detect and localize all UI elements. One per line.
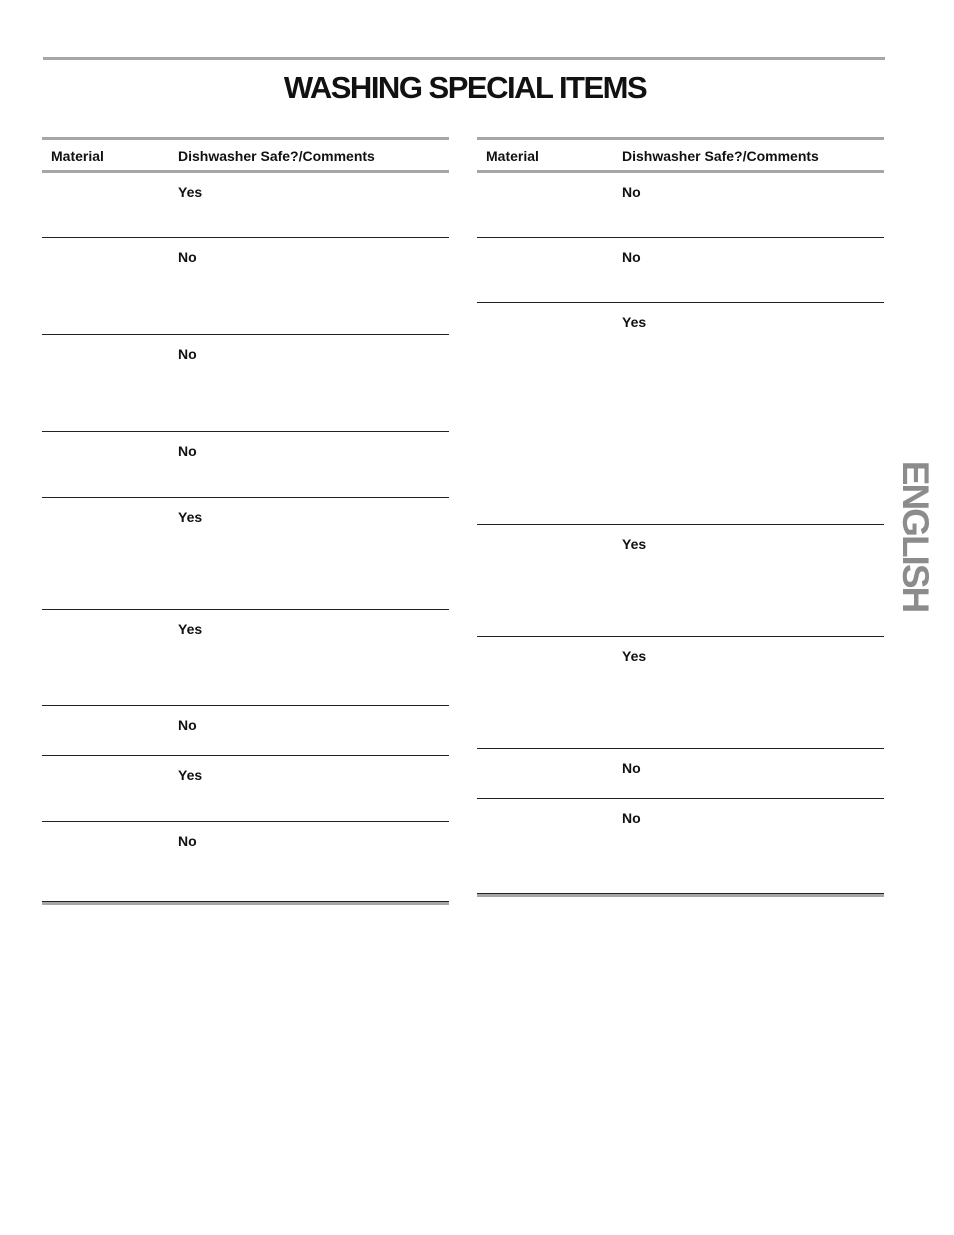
dishwasher-safe-answer: Yes: [622, 536, 647, 552]
table-row: [477, 238, 884, 303]
table-row: [42, 335, 449, 432]
table-header: [42, 140, 449, 173]
page-title: WASHING SPECIAL ITEMS: [283, 70, 647, 105]
table-row: [477, 525, 884, 637]
table-bottom-rule: [477, 894, 884, 897]
top-divider: [43, 57, 885, 60]
table-row: [42, 498, 449, 610]
dishwasher-safe-answer: No: [178, 346, 197, 362]
table-bottom-rule: [42, 902, 449, 905]
dishwasher-safe-answer: No: [178, 717, 197, 733]
dishwasher-safe-answer: No: [178, 443, 197, 459]
dishwasher-safe-answer: No: [622, 760, 641, 776]
dishwasher-safe-answer: No: [622, 249, 641, 265]
table-row: [477, 799, 884, 894]
comments-column-header: Dishwasher Safe?/Comments: [622, 148, 819, 164]
dishwasher-safe-answer: No: [178, 249, 197, 265]
dishwasher-safe-answer: Yes: [178, 509, 203, 525]
dishwasher-safe-answer: No: [622, 184, 641, 200]
dishwasher-safe-answer: Yes: [178, 184, 203, 200]
dishwasher-safe-answer: Yes: [622, 314, 647, 330]
dishwasher-safe-answer: Yes: [622, 648, 647, 664]
language-side-tab: [880, 449, 950, 624]
language-label: ENGLISH: [895, 460, 936, 612]
table-row: [42, 173, 449, 238]
table-row: [42, 610, 449, 706]
table-row: [42, 706, 449, 756]
material-column-header: Material: [486, 148, 539, 164]
table-row: [477, 637, 884, 749]
table-row: [42, 756, 449, 822]
dishwasher-safe-answer: No: [622, 810, 641, 826]
table-header: [477, 140, 884, 173]
table-row: [42, 432, 449, 498]
table-row: [477, 173, 884, 238]
right-table: [477, 137, 884, 897]
left-table: [42, 137, 449, 905]
material-column-header: Material: [51, 148, 104, 164]
dishwasher-safe-answer: No: [178, 833, 197, 849]
table-row: [477, 303, 884, 525]
comments-column-header: Dishwasher Safe?/Comments: [178, 148, 375, 164]
dishwasher-safe-answer: Yes: [178, 621, 203, 637]
table-row: [477, 749, 884, 799]
dishwasher-safe-answer: Yes: [178, 767, 203, 783]
table-row: [42, 822, 449, 902]
table-row: [42, 238, 449, 335]
